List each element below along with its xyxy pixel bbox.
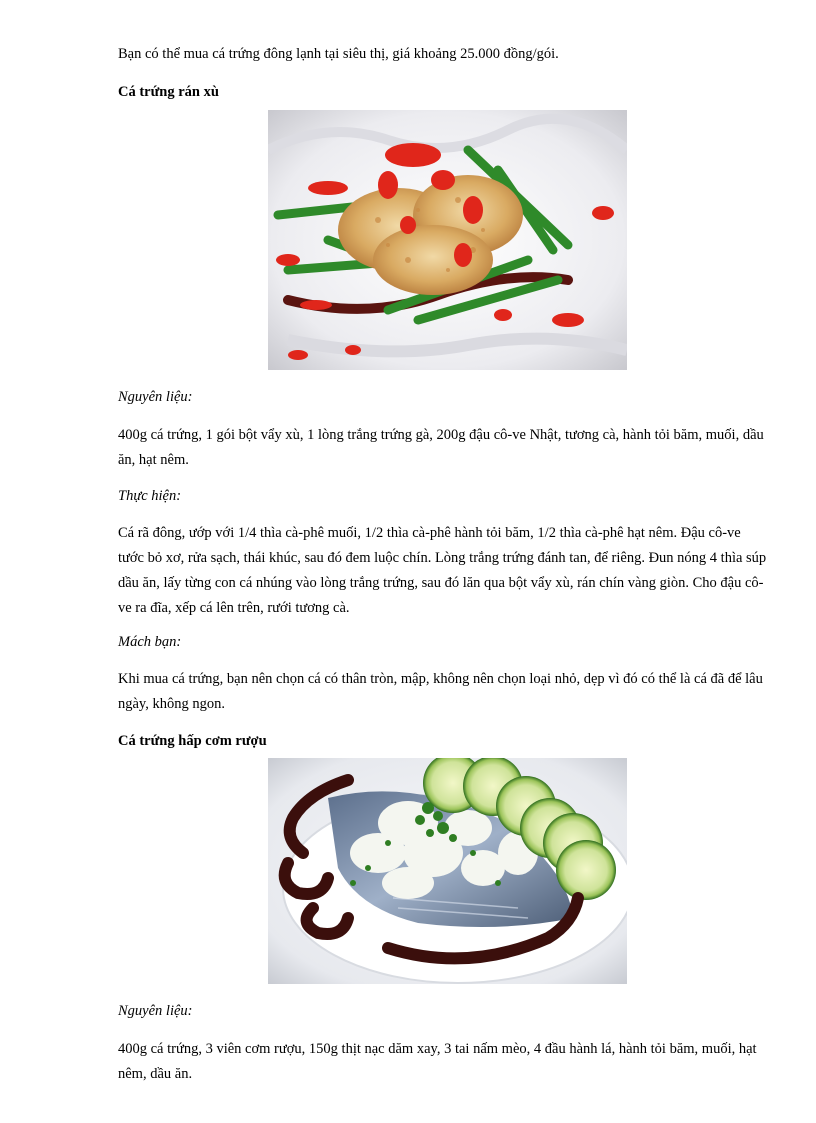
recipe2-title: Cá trứng hấp cơm rượu [118,733,267,749]
recipe1-method-label: Thực hiện: [118,488,182,504]
intro-paragraph: Bạn có thể mua cá trứng đông lạnh tại siêu thị, giá khoảng 25.000 đồng/gói. [118,46,559,62]
recipe1-title: Cá trứng rán xù [118,84,219,100]
fried-fish-dish-photo [268,110,627,370]
recipe1-ingredients: 400g cá trứng, 1 gói bột vẩy xù, 1 lòng trắng trứng gà, 200g đậu cô-ve Nhật, tương cà, hành tỏi băm, muối, dầu ăn, hạt nêm. [118,427,764,468]
recipe2-ingredients: 400g cá trứng, 3 viên cơm rượu, 150g thịt nạc dăm xay, 3 tai nấm mèo, 4 đầu hành lá, hành tỏi băm, muối, hạt nêm, dầu ăn. [118,1041,757,1082]
recipe1-tip: Khi mua cá trứng, bạn nên chọn cá có thân tròn, mập, không nên chọn loại nhỏ, dẹp vì đó có thể là cá đã để lâu ngày, không ngon. [118,671,763,712]
steamed-fish-dish-photo [268,758,627,984]
recipe2-ingredients-label: Nguyên liệu: [118,1003,193,1019]
recipe1-ingredients-label: Nguyên liệu: [118,389,193,405]
recipe1-method: Cá rã đông, ướp với 1/4 thìa cà-phê muối, 1/2 thìa cà-phê hành tỏi băm, 1/2 thìa cà-phê hạt nêm. Đậu cô-ve tước bỏ xơ, rửa sạch, thái khúc, sau đó đem luộc chín. Lòng trắng trứng đánh tan, để riêng. Đun nóng 4 thìa súp dầu ăn, lấy từng con cá nhúng vào lòng trắng trứng, sau đó lăn qua bột vẩy xù, rán chín vàng giòn. Cho đậu cô-ve ra đĩa, xếp cá lên trên, rưới tương cà. [118,525,767,616]
recipe1-tip-label: Mách bạn: [118,634,182,650]
